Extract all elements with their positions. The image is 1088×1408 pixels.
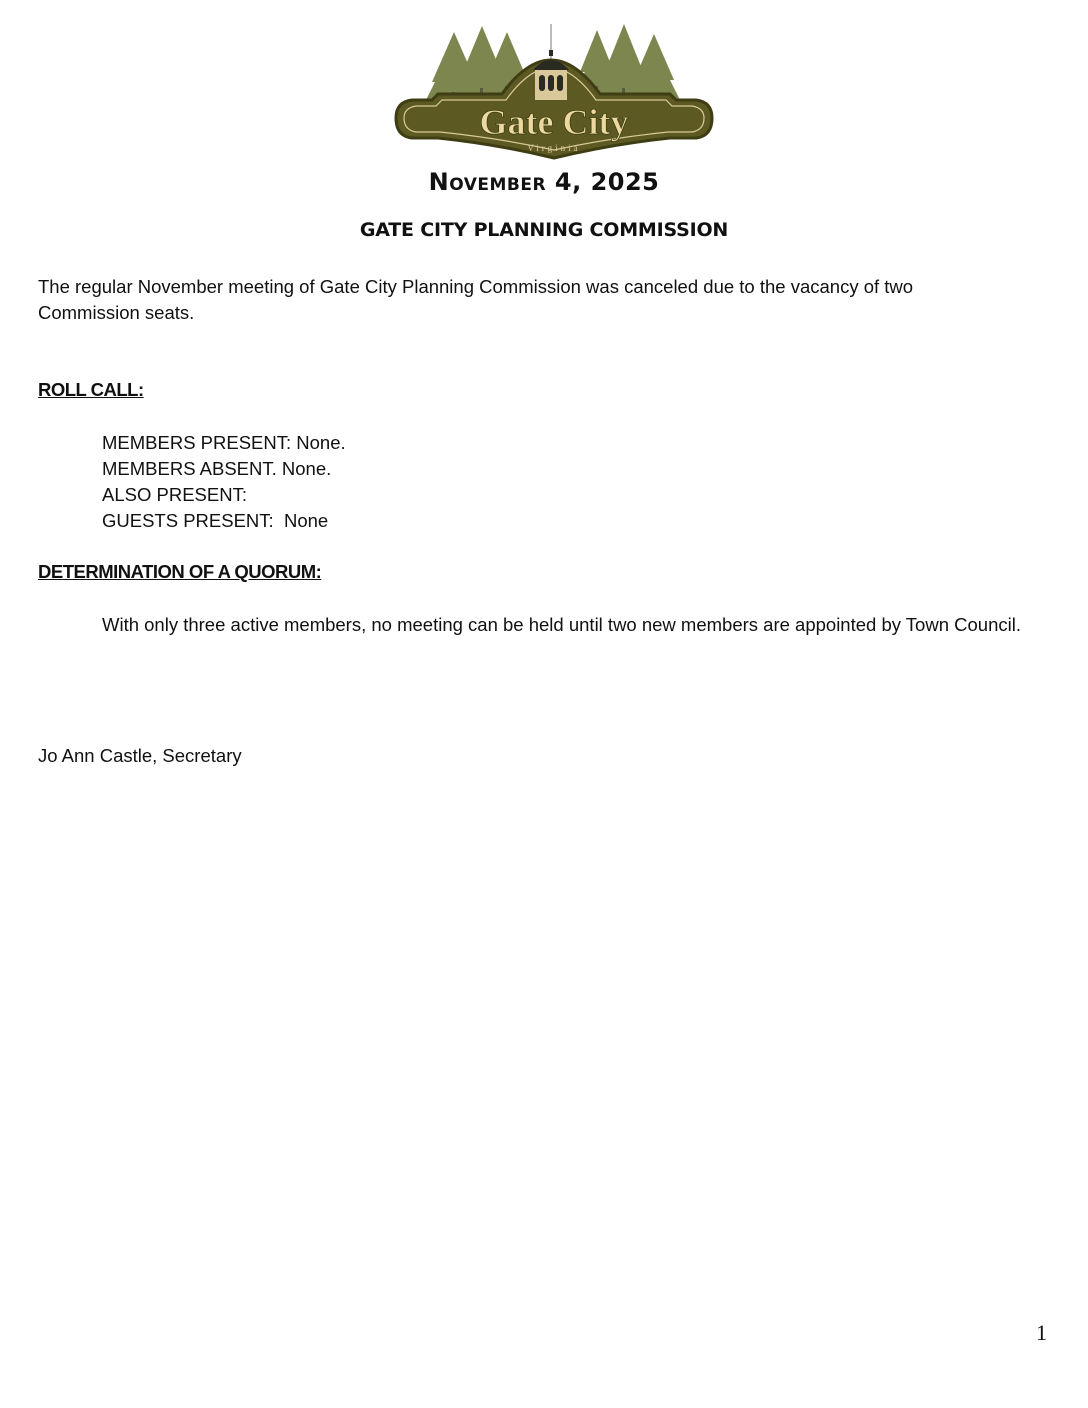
roll-call-list bbox=[102, 430, 346, 534]
meeting-date: November 4, 2025 bbox=[428, 168, 660, 196]
roll-call-also-present: ALSO PRESENT: bbox=[102, 484, 247, 505]
roll-call-heading: ROLL CALL: bbox=[38, 379, 144, 400]
quorum-paragraph: With only three active members, no meeting can be held until two new members are appointed by Town Council. bbox=[102, 614, 1021, 635]
intro-paragraph: The regular November meeting of Gate City Planning Commission was canceled due to the vacancy of two Commission seats. bbox=[38, 276, 914, 323]
quorum-heading: DETERMINATION OF A QUORUM: bbox=[38, 561, 322, 582]
secretary-signature: Jo Ann Castle, Secretary bbox=[38, 745, 242, 766]
svg-text:Virginia: Virginia bbox=[527, 143, 581, 153]
roll-call-guests-present: GUESTS PRESENT: None bbox=[102, 510, 329, 531]
roll-call-members-absent: MEMBERS ABSENT. None. bbox=[102, 458, 332, 479]
svg-text:Gate City: Gate City bbox=[479, 102, 629, 142]
roll-call-members-present: MEMBERS PRESENT: None. bbox=[102, 432, 346, 453]
organization-title: GATE CITY PLANNING COMMISSION bbox=[359, 219, 729, 241]
gate-city-logo bbox=[392, 22, 716, 162]
page-number: 1 bbox=[1036, 1320, 1047, 1345]
